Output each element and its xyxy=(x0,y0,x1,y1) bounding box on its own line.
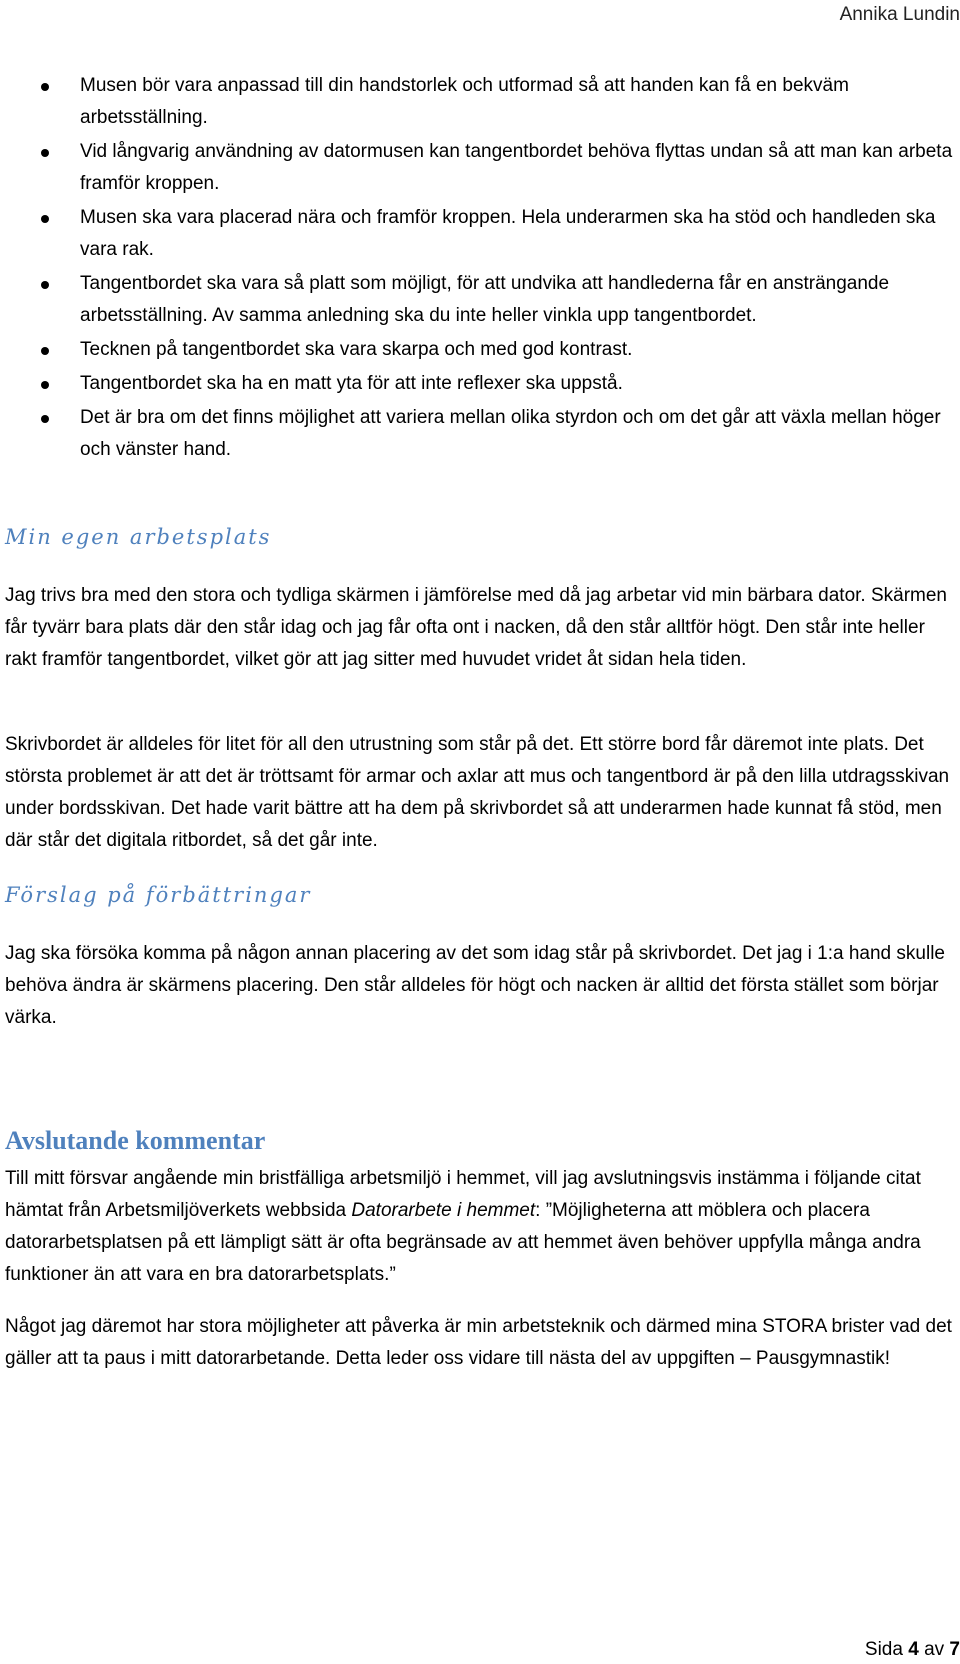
list-item-text: Tecknen på tangentbordet ska vara skarpa och med god kontrast. xyxy=(80,339,633,360)
heading-forslag-pa-forbattringar: Förslag på förbättringar xyxy=(5,883,312,907)
closing-text-start: Till mitt försvar angående min bristfälliga arbetsmiljö i hemmet, vill jag avslutningsvis instämma i följande citat hämtat från Arbetsmiljöverkets webbsida xyxy=(5,1168,921,1221)
list-item-text: Tangentbordet ska ha en matt yta för att inte reflexer ska uppstå. xyxy=(80,373,623,394)
bullet-icon xyxy=(41,83,49,91)
page-footer xyxy=(865,1639,960,1661)
paragraph-closing-technique: Något jag däremot har stora möjligheter att påverka är min arbetsteknik och därmed mina STORA brister vad det gäller att ta paus i mitt datorarbetande. Detta leder oss vidare till nästa del av uppgiften – Pausgymnastik! xyxy=(5,1316,952,1369)
header-author: Annika Lundin xyxy=(839,4,960,25)
bullet-icon xyxy=(41,415,49,423)
page-label: Sida xyxy=(864,1639,903,1660)
bullet-icon xyxy=(41,149,49,157)
list-item xyxy=(0,368,960,400)
closing-quote-text: : ”Möjligheterna att möblera och placera datorarbetsplatsen på ett lämpligt sätt är ofta begränsade av att hemmet även behöver uppfylla många andra funktioner än att vara en bra datorarbetsplats.” xyxy=(5,1200,921,1285)
bullet-list xyxy=(0,70,960,468)
list-item-text: Det är bra om det finns möjlighet att variera mellan olika styrdon och om det går att växla mellan höger och vänster hand. xyxy=(80,407,941,460)
list-item-text: Musen bör vara anpassad till din handstorlek och utformad så att handen kan få en bekväm arbetsställning. xyxy=(80,75,849,128)
paragraph-workplace-desk: Skrivbordet är alldeles för litet för all den utrustning som står på det. Ett större bord får däremot inte plats. Det största problemet är att det är tröttsamt för armar och axlar att mus och tangentbord är på den lilla utdragsskivan under bordsskivan. Det hade varit bättre att ha dem på skrivbordet så att underarmen hade kunnat få stöd, men där står det digitala ritbordet, så det går inte. xyxy=(5,734,950,851)
paragraph-workplace-screen: Jag trivs bra med den stora och tydliga skärmen i jämförelse med då jag arbetar vid min bärbara dator. Skärmen får tyvärr bara plats där den står idag och jag får ofta ont i nacken, då den står alltför högt. Den står inte heller rakt framför tangentbordet, vilket gör att jag sitter med huvudet vridet åt sidan hela tiden. xyxy=(5,585,948,670)
list-item-text: Tangentbordet ska vara så platt som möjligt, för att undvika att handlederna får en ansträngande arbetsställning. Av samma anledning ska du inte heller vinkla upp tangentbordet. xyxy=(80,273,890,326)
bullet-icon xyxy=(41,215,49,223)
list-item-text: Vid långvarig användning av datormusen kan tangentbordet behöva flyttas undan så att man kan arbeta framför kroppen. xyxy=(80,141,953,194)
page-number: 4 xyxy=(908,1639,919,1660)
list-item xyxy=(0,402,960,466)
list-item xyxy=(0,334,960,366)
bullet-icon xyxy=(41,281,49,289)
paragraph-closing-quote xyxy=(5,1163,955,1291)
heading-avslutande-kommentar: Avslutande kommentar xyxy=(5,1126,266,1155)
list-item-text: Musen ska vara placerad nära och framför kroppen. Hela underarmen ska ha stöd och handleden ska vara rak. xyxy=(80,207,936,260)
bullet-icon xyxy=(41,381,49,389)
list-item xyxy=(0,136,960,200)
page-total: 7 xyxy=(949,1639,960,1660)
list-item xyxy=(0,70,960,134)
paragraph-improvements: Jag ska försöka komma på någon annan placering av det som idag står på skrivbordet. Det jag i 1:a hand skulle behöva ändra är skärmens placering. Den står alldeles för högt och nacken är alltid det första stället som börjar värka. xyxy=(5,943,945,1028)
website-title: Datorarbete i hemmet xyxy=(351,1200,536,1221)
page-of-label: av xyxy=(924,1639,945,1660)
list-item xyxy=(0,202,960,266)
list-item xyxy=(0,268,960,332)
heading-min-egen-arbetsplats: Min egen arbetsplats xyxy=(5,525,272,549)
bullet-icon xyxy=(41,347,49,355)
